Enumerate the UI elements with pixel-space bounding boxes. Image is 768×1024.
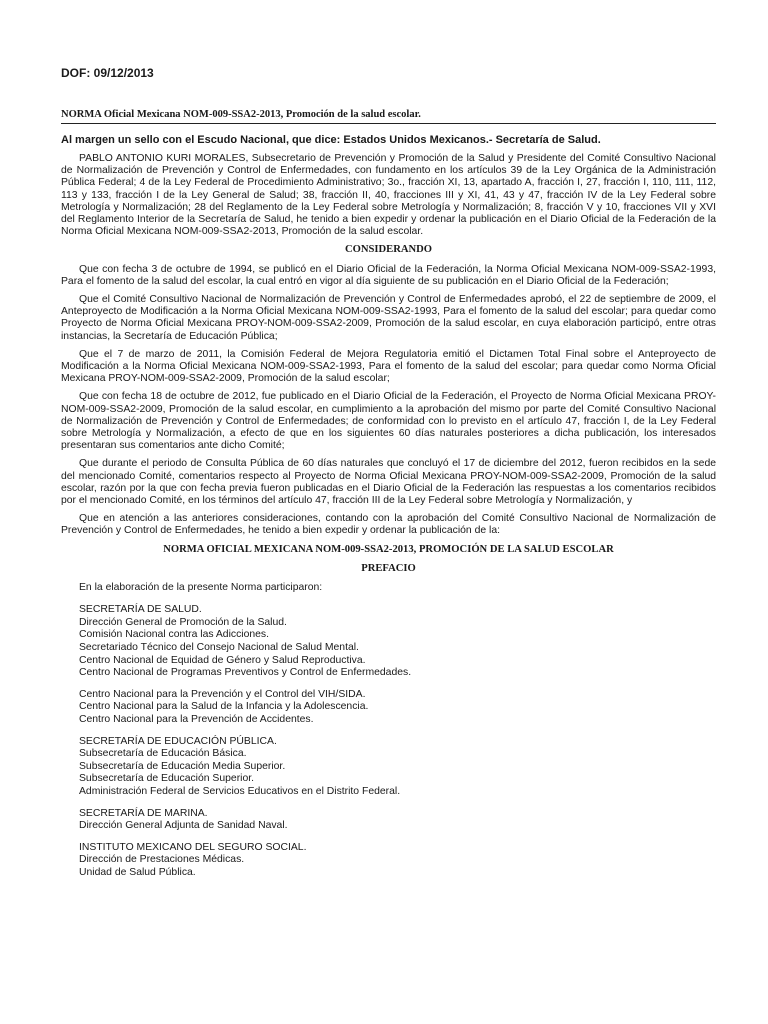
considerando-paragraph: Que con fecha 3 de octubre de 1994, se publicó en el Diario Oficial de la Federación, la Norma Oficial Mexicana NOM-009-SSA2-1993, Para el fomento de la salud del escolar, la cual entró en vigor al día siguiente de su publicación en el Diario Oficial de la Federación; bbox=[61, 263, 716, 287]
prefacio-heading: PREFACIO bbox=[361, 562, 416, 574]
considerando-paragraph: Que durante el periodo de Consulta Pública de 60 días naturales que concluyó el 17 de diciembre del 2012, fueron recibidos en la sede del mencionado Comité, comentarios respecto al Proyecto de Norma Oficial Mexicana PROY-NOM-009-SSA2-2009, Promoción de la salud escolar, razón por la que con fecha previa fueron publicadas en el Diario Oficial de la Federación las respuestas a los comentarios recibidos por el mencionado Comité, en los términos del artículo 47, fracción III de la Ley Federal sobre Metrología y Normalización, y bbox=[61, 458, 716, 507]
participant-item: Centro Nacional para la Salud de la Infancia y la Adolescencia. bbox=[79, 701, 369, 713]
participant-item: Subsecretaría de Educación Superior. bbox=[79, 773, 255, 785]
participant-item: SECRETARÍA DE EDUCACIÓN PÚBLICA. bbox=[79, 735, 277, 747]
participant-item: Unidad de Salud Pública. bbox=[79, 866, 196, 878]
participant-item: Subsecretaría de Educación Media Superior. bbox=[79, 760, 286, 772]
participant-group bbox=[79, 842, 716, 880]
participant-item: SECRETARÍA DE SALUD. bbox=[79, 604, 202, 616]
participant-item: INSTITUTO MEXICANO DEL SEGURO SOCIAL. bbox=[79, 841, 307, 853]
sello-line: Al margen un sello con el Escudo Nacional, que dice: Estados Unidos Mexicanos.- Secretaría de Salud. bbox=[61, 134, 601, 146]
considerando-paragraph: Que el Comité Consultivo Nacional de Normalización de Prevención y Control de Enfermedades aprobó, el 22 de septiembre de 2009, el Anteproyecto de Modificación a la Norma Oficial Mexicana NOM-009-SSA2-1993, Para el fomento de la salud del escolar; para quedar como Proyecto de Norma Oficial Mexicana PROY-NOM-009-SSA2-2009, Promoción de la salud escolar, en cuya elaboración participó, entre otras instancias, la Secretaría de Educación Pública; bbox=[61, 294, 716, 342]
document-body bbox=[61, 153, 716, 889]
participant-item: SECRETARÍA DE MARINA. bbox=[79, 807, 208, 819]
participant-item: Dirección General Adjunta de Sanidad Naval. bbox=[79, 820, 288, 832]
considerando-paragraph: Que con fecha 18 de octubre de 2012, fue publicado en el Diario Oficial de la Federación, el Proyecto de Norma Oficial Mexicana PROY-NOM-009-SSA2-2009, Promoción de la salud escolar, en cumplimiento a la aprobación del mismo por parte del Comité Consultivo Nacional de Normalización de Prevención y Control de Enfermedades; de conformidad con lo previsto en el artículo 47, fracción I, de la Ley Federal sobre Metrología y Normalización, a efecto de que en los siguientes 60 días naturales posteriores a dicha publicación, los interesados presentaran sus comentarios ante dicho Comité; bbox=[61, 391, 716, 452]
norma-heading: NORMA OFICIAL MEXICANA NOM-009-SSA2-2013, PROMOCIÓN DE LA SALUD ESCOLAR bbox=[163, 543, 614, 555]
participant-item: Dirección General de Promoción de la Salud. bbox=[79, 616, 287, 628]
title-divider bbox=[61, 123, 716, 124]
considerando-heading: CONSIDERANDO bbox=[344, 244, 433, 256]
considerando-paragraph: Que en atención a las anteriores consideraciones, contando con la aprobación del Comité Consultivo Nacional de Normalización de Prevención y Control de Enfermedades, he tenido a bien expedir y ordenar la publicación de la: bbox=[61, 513, 716, 537]
participant-group bbox=[79, 736, 716, 799]
participant-item: Centro Nacional de Programas Preventivos y Control de Enfermedades. bbox=[79, 667, 412, 679]
participant-group bbox=[79, 689, 716, 727]
participant-item: Centro Nacional para la Prevención y el Control del VIH/SIDA. bbox=[79, 688, 366, 700]
prefacio-intro: En la elaboración de la presente Norma participaron: bbox=[79, 582, 323, 594]
participant-item: Administración Federal de Servicios Educativos en el Distrito Federal. bbox=[79, 786, 401, 798]
considerando-paragraph: Que el 7 de marzo de 2011, la Comisión Federal de Mejora Regulatoria emitió el Dictamen Total Final sobre el Anteproyecto de Modificación a la Norma Oficial Mexicana NOM-009-SSA2-1993, Para el fomento de la salud del escolar; para quedar como Norma Oficial Mexicana PROY-NOM-009-SSA2-2009, Promoción de la salud escolar; bbox=[61, 348, 716, 385]
participant-group bbox=[79, 604, 716, 680]
participant-group bbox=[79, 808, 716, 833]
participant-item: Dirección de Prestaciones Médicas. bbox=[79, 854, 245, 866]
participant-item: Centro Nacional para la Prevención de Accidentes. bbox=[79, 714, 314, 726]
participant-item: Centro Nacional de Equidad de Género y Salud Reproductiva. bbox=[79, 654, 366, 666]
intro-paragraph: PABLO ANTONIO KURI MORALES, Subsecretario de Prevención y Promoción de la Salud y Presidente del Comité Consultivo Nacional de Normalización de Prevención y Control de Enfermedades, con fundamento en los artículos 39 de la Ley Orgánica de la Administración Pública Federal; 4 de la Ley Federal de Procedimiento Administrativo; 3o., fracción XI, 13, apartado A, fracción I, 27, fracción I, 110, 111, 112, 113 y 133, fracción I de la Ley General de Salud; 38, fracción II, 40, fracciones III y XI, 41, 43 y 47, fracción IV de la Ley Federal sobre Metrología y Normalización; 28 del Reglamento de la Ley Federal sobre Metrología y Normalización; 8, fracción V y 10, fracciones VII y XVI del Reglamento Interior de la Secretaría de Salud, he tenido a bien expedir y ordenar la publicación en el Diario Oficial de la Federación de la Norma Oficial Mexicana NOM-009-SSA2-2013, Promoción de la salud escolar. bbox=[61, 153, 716, 238]
document-title: NORMA Oficial Mexicana NOM-009-SSA2-2013, Promoción de la salud escolar. bbox=[61, 109, 421, 120]
participant-item: Subsecretaría de Educación Básica. bbox=[79, 748, 247, 760]
participant-item: Comisión Nacional contra las Adicciones. bbox=[79, 629, 270, 641]
participant-item: Secretariado Técnico del Consejo Nacional de Salud Mental. bbox=[79, 642, 359, 654]
dof-date: DOF: 09/12/2013 bbox=[61, 66, 154, 80]
